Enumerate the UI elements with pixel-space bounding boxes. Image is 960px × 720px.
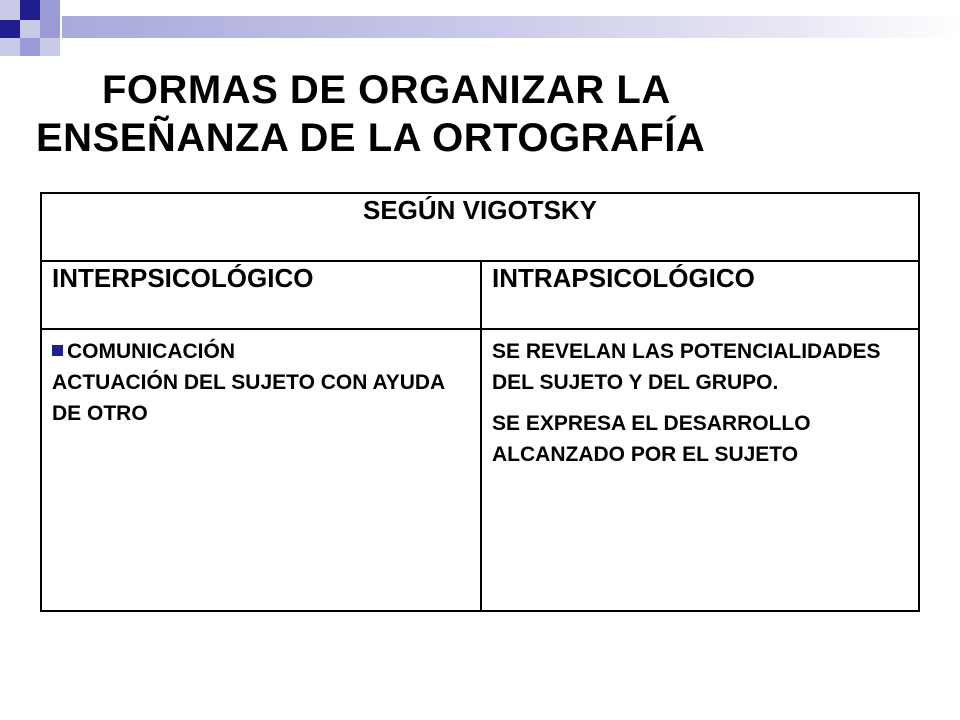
slide-title [36, 66, 916, 162]
column-intrapsicologico: INTRAPSICOLÓGICO [481, 261, 919, 329]
title-line-1: FORMAS DE ORGANIZAR LA [102, 68, 671, 112]
header-gradient-bar [62, 16, 960, 38]
cell-intrapsicologico [481, 329, 919, 611]
table-row [41, 329, 919, 611]
paragraph-2: SE EXPRESA EL DESARROLLO ALCANZADO POR EL SUJETO [492, 412, 811, 466]
table-header: SEGÚN VIGOTSKY [41, 193, 919, 261]
paragraph-1: SE REVELAN LAS POTENCIALIDADES DEL SUJETO Y DEL GRUPO. [492, 340, 881, 394]
vigotsky-table [40, 192, 920, 612]
column-interpsicologico: INTERPSICOLÓGICO [41, 261, 481, 329]
title-line-2: ENSEÑANZA DE LA ORTOGRAFÍA [36, 116, 706, 160]
cell-text: ACTUACIÓN DEL SUJETO CON AYUDA DE OTRO [52, 371, 445, 425]
cell-interpsicologico [41, 329, 481, 611]
bullet-icon [52, 345, 63, 356]
table-column-row [41, 261, 919, 329]
table-header-row [41, 193, 919, 261]
bullet-text: COMUNICACIÓN [67, 340, 235, 363]
